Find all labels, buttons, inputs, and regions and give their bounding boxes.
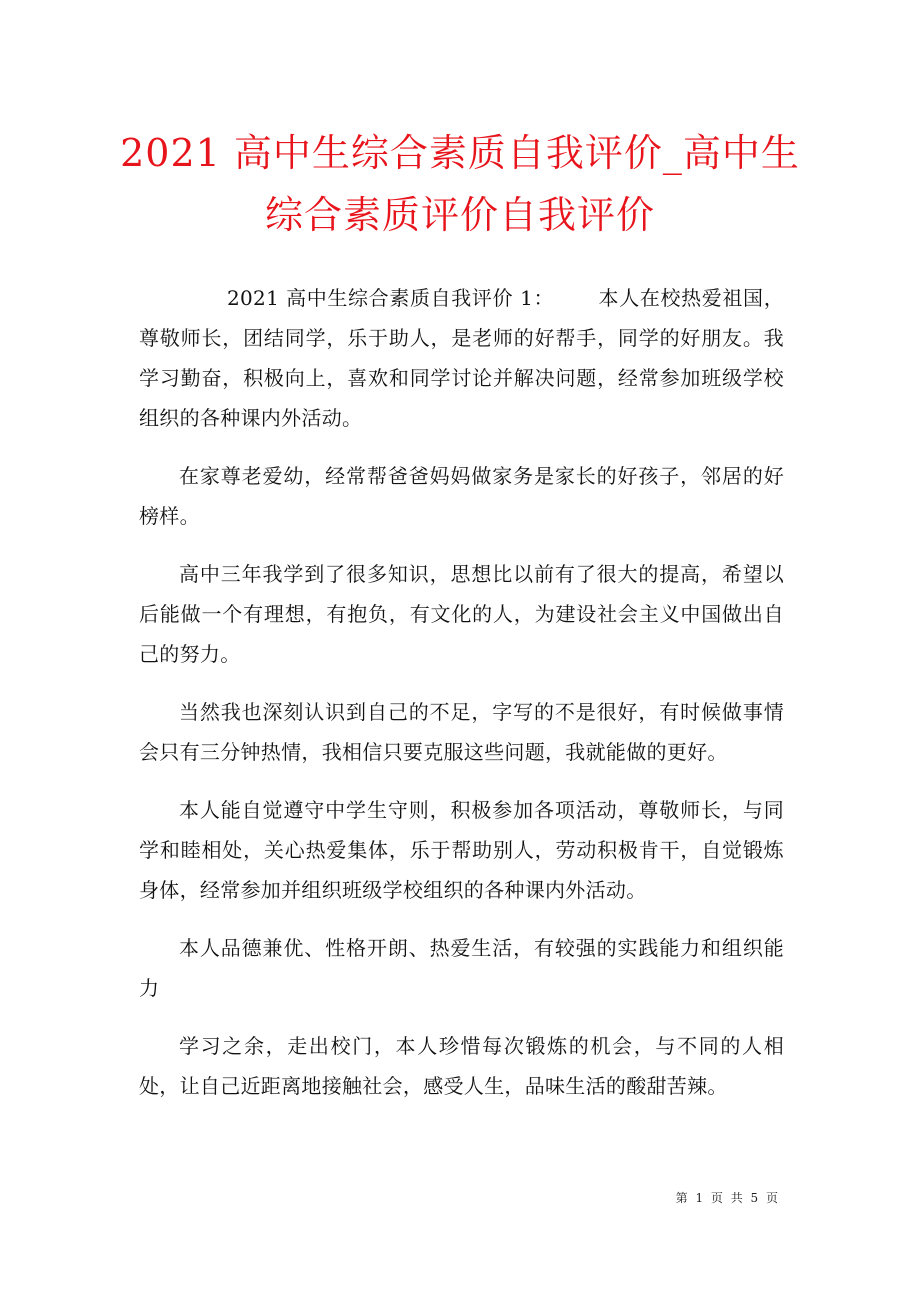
paragraph-2: 在家尊老爱幼，经常帮爸爸妈妈做家务是家长的好孩子，邻居的好榜样。 [139,464,784,528]
paragraph-5: 本人能自觉遵守中学生守则，积极参加各项活动，尊敬师长，与同学和睦相处，关心热爱集体，乐于帮助别人，劳动积极肯干，自觉锻炼身体，经常参加并组织班级学校组织的各种课内外活动。 [139,798,784,902]
document-title: 2021 高中生综合素质自我评价_高中生综合素质评价自我评价 [120,131,800,237]
page-number: 第 1 页 共 5 页 [675,1191,780,1205]
paragraph-1-label: 2021 高中生综合素质自我评价 1： [227,286,555,310]
paragraph-1 [139,278,784,438]
paragraph-3: 高中三年我学到了很多知识，思想比以前有了很大的提高，希望以后能做一个有理想，有抱负，有文化的人，为建设社会主义中国做出自己的努力。 [139,562,784,666]
paragraph-6: 本人品德兼优、性格开朗、热爱生活，有较强的实践能力和组织能力 [139,936,784,1000]
paragraph-4: 当然我也深刻认识到自己的不足，字写的不是很好，有时候做事情会只有三分钟热情，我相信只要克服这些问题，我就能做的更好。 [139,700,784,764]
paragraph-1-text: 本人在校热爱祖国，尊敬师长，团结同学，乐于助人，是老师的好帮手，同学的好朋友。我学习勤奋，积极向上，喜欢和同学讨论并解决问题，经常参加班级学校组织的各种课内外活动。 [139,286,784,430]
document-body [139,278,784,1124]
paragraph-7: 学习之余，走出校门，本人珍惜每次锻炼的机会，与不同的人相处，让自己近距离地接触社会，感受人生，品味生活的酸甜苦辣。 [139,1034,784,1098]
